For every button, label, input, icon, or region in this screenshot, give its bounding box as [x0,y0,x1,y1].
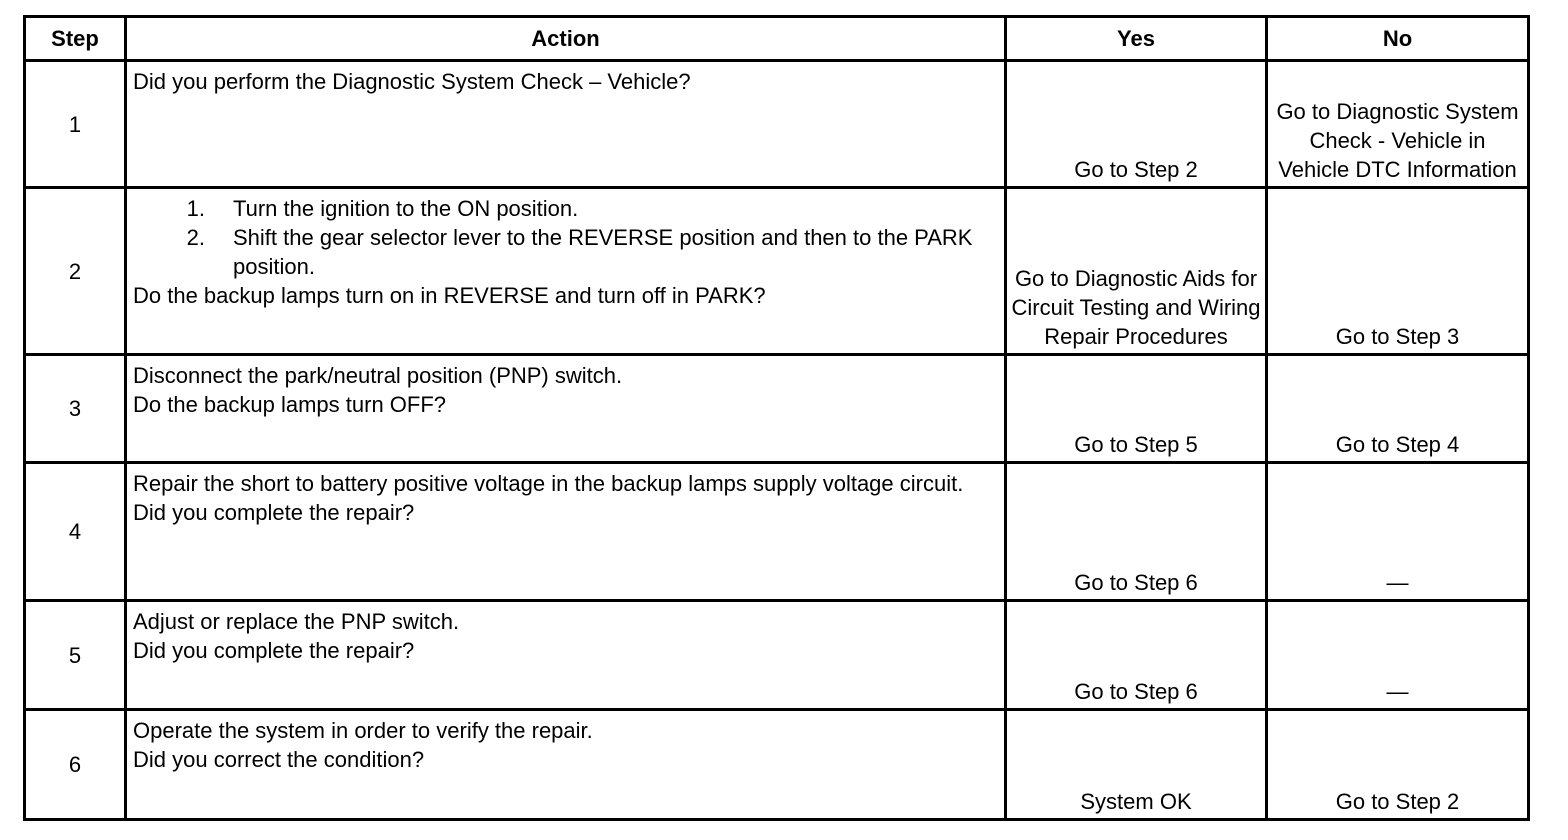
yes-result: Go to Step 2 [1006,61,1267,188]
yes-result: System OK [1006,710,1267,820]
no-result: — [1267,601,1529,710]
list-item [133,223,1000,281]
substep-number: 1. [186,196,205,221]
header-step: Step [25,17,126,61]
table-header-row [25,17,1529,61]
step-number: 1 [25,61,126,188]
table-row [25,188,1529,355]
substep-text: Turn the ignition to the ON position. [233,196,579,221]
action-text: Operate the system in order to verify the repair. [133,718,593,743]
substep-list [133,194,1000,281]
step-number: 5 [25,601,126,710]
no-result: Go to Step 2 [1267,710,1529,820]
action-text: Repair the short to battery positive voltage in the backup lamps supply voltage circuit. [133,471,964,496]
no-result: Go to Diagnostic System Check - Vehicle in Vehicle DTC Information [1267,61,1529,188]
action-cell [126,355,1006,463]
table-row [25,61,1529,188]
table-row [25,601,1529,710]
question-text: Did you complete the repair? [133,638,415,663]
header-no: No [1267,17,1529,61]
step-number: 4 [25,463,126,601]
yes-result: Go to Step 5 [1006,355,1267,463]
step-number: 3 [25,355,126,463]
action-cell [126,601,1006,710]
table-row [25,463,1529,601]
action-text: Adjust or replace the PNP switch. [133,609,460,634]
no-result: — [1267,463,1529,601]
step-number: 6 [25,710,126,820]
diagnostic-table [23,15,1530,821]
table-row [25,710,1529,820]
action-text: Did you perform the Diagnostic System Check – Vehicle? [133,69,691,94]
question-text: Do the backup lamps turn OFF? [133,392,447,417]
yes-result: Go to Step 6 [1006,601,1267,710]
question-text: Did you correct the condition? [133,747,425,772]
list-item [133,194,1000,223]
action-cell [126,710,1006,820]
step-number: 2 [25,188,126,355]
action-cell [126,463,1006,601]
table-row [25,355,1529,463]
no-result: Go to Step 3 [1267,188,1529,355]
action-cell [126,61,1006,188]
no-result: Go to Step 4 [1267,355,1529,463]
header-yes: Yes [1006,17,1267,61]
action-cell [126,188,1006,355]
substep-text: Shift the gear selector lever to the REVERSE position and then to the PARK position. [233,225,973,279]
substep-number: 2. [186,225,205,250]
question-text: Did you complete the repair? [133,500,415,525]
action-text: Disconnect the park/neutral position (PNP) switch. [133,363,623,388]
question-text: Do the backup lamps turn on in REVERSE and turn off in PARK? [133,283,766,308]
yes-result: Go to Step 6 [1006,463,1267,601]
header-action: Action [126,17,1006,61]
yes-result: Go to Diagnostic Aids for Circuit Testing and Wiring Repair Procedures [1006,188,1267,355]
